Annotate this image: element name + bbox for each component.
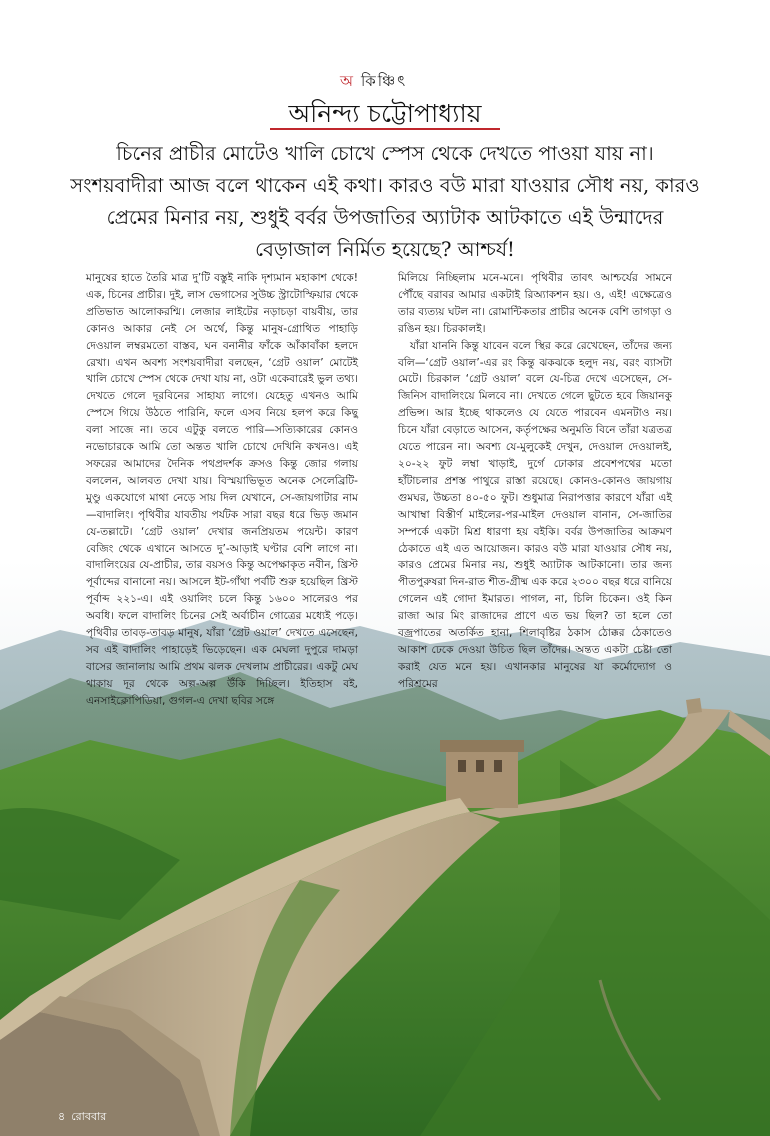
article-deck: চিনের প্রাচীর মোটেও খালি চোখে স্পেস থেকে দেখতে পাওয়া যায় না। সংশয়বাদীরা আজ বলে থাকেন এই কথা। কারও বউ মারা যাওয়ার সৌধ নয়, কারও প্রেমের মিনার নয়, শুধুই বর্বর উপজাতির অ্যাটাক আটকাতে এই উন্মাদের বেড়াজাল নির্মিত হয়েছে? আশ্চর্য!: [70, 142, 700, 261]
magazine-name: রোববার: [71, 1110, 107, 1123]
page-footer: [58, 1108, 106, 1127]
author-underline: [270, 128, 500, 130]
author-name: অনিন্দ্য চট্টোপাধ্যায়: [288, 99, 482, 128]
article-column-left: [86, 270, 358, 710]
article-column-right: [398, 270, 672, 693]
section-kicker: [340, 70, 407, 95]
body-paragraph: মানুষের হাতে তৈরি মাত্র দু’টি বস্তুই নাকি দৃশ্যমান মহাকাশ থেকে! এক, চিনের প্রাচীর। দুই, লাস ভেগাসের সুউচ্চ স্ট্রাটোস্ফিয়ার থেকে প্রতিভাত আলোকরশ্মি। লেজার লাইটের নড়াচড়া বায়বীয়, তার কোনও আকার নেই সে অর্থে, কিন্তু মানুষ-গ্রোথিত পাহাড়ি দেওয়াল লম্বরমতো বাস্তব, ঘন বনানীর ফাঁকে আঁকাবাঁকা হলদে রেখা। এখন অবশ্য সংশয়বাদীরা বলছেন, ‘গ্রেট ওয়াল’ মোটেই খালি চোখে স্পেস থেকে দেখা যায় না, ওটা একেবারেই ভুল তথ্য। দেখতে গেলে দূরবিনের সাহায্য লাগে। যেহেতু এখনও আমি স্পেসে গিয়ে উঠতে পারিনি, ফলে এসব নিয়ে হলপ করে কিছু বলা সাজে না। তবে এটুকু বলতে পারি—সত্যিকারের কোনও নভোচারকে আমি তো অন্তত খালি চোখে দেখিনি কখনও। এই সফরের আমাদের দৈনিক পথপ্রদর্শক ক্রসও কিন্তু জোর গলায় বললেন, আলবত দেখা যায়। বিস্ময়াভিভূত অনেক সেলেব্রিটি-মুণ্ডু একযোগে মাথা নেড়ে সায় দিল যেখানে, সে-জায়গাটার নাম—বাদালিং। পৃথিবীর যাবতীয় পর্যটক সারা বছর ধরে ভিড় জমান যে-তল্লাটে। ‘গ্রেট ওয়াল’ দেখার জনপ্রিয়তম পয়েন্ট। কারণ বেজিং থেকে এখানে আসতে দু’-আড়াই ঘণ্টার বেশি লাগে না। বাদালিংয়ের যে-প্রাচীর, তার বয়সও কিন্তু অপেক্ষাকৃত নবীন, খ্রিস্ট পূর্বাব্দের বানানো নয়। আসলে ইট-গাঁথা পর্বটি শুরু হয়েছিল খ্রিস্ট পূর্বাব্দ ২২১-এ। এই ওয়ালিং চলে কিন্তু ১৬০০ সালেরও পর অবধি। ফলে বাদালিং চিনের সেই অর্বাচীন গোত্রের মধ্যেই পড়ে। পৃথিবীর তাবড়-তাবড় মানুষ, যাঁরা ‘গ্রেট ওয়াল’ দেখতে এসেছেন, সব এই বাদালিং পাহাড়েই ভিড়েছেন। এক মেঘলা দুপুরে দামড়া বাসের জানালায় আমি প্রথম ঝলক দেখলাম প্রাচীরের। একটু মেঘ থাকায় দূর থেকে অল্প-অল্প উঁকি দিচ্ছিল। ইতিহাস বই, এনসাইক্লোপিডিয়া, গুগল-এ দেখা ছবির সঙ্গে: [86, 272, 358, 707]
kicker-text: কিঞ্চিৎ: [361, 72, 408, 90]
body-paragraph: যাঁরা যাননি কিন্তু যাবেন বলে স্থির করে রেখেছেন, তাঁদের জন্য বলি—‘গ্রেট ওয়াল’-এর রং কিন্তু ঝকঝকে হলুদ নয়, বরং ব্যাসটা মেটে। চিরকাল ‘গ্রেট ওয়াল’ বলে যে-চিত্র দেখে এসেছেন, সে-জিনিস বাদালিংয়ে মিলবে না। দেখতে গেলে ছুটতে হবে জিয়ানকু প্রভিন্স। আর ইচ্ছে থাকলেও যে যেতে পারবেন এমনটাও নয়। চিনে যাঁরা বেড়াতে আসেন, কর্তৃপক্ষের অনুমতি বিনে তাঁরা যত্রতত্র যেতে পারেন না। অবশ্য যে-মুলুকেই দেখুন, দেওয়াল দেওয়ালই, ২০-২২ ফুট লম্বা খাড়াই, দুর্গে ঢোকার প্রবেশপথের মতো হাঁটাচলার প্রশস্ত পাথুরে রাস্তা রয়েছে। কোনও-কোনও জায়গায় গুমঘর, উচ্চতা ৪০-৫০ ফুট। শুধুমাত্র নিরাপত্তার কারণে যাঁরা এই আখাম্বা বিস্তীর্ণ মাইলের-পর-মাইল দেওয়াল বানান, সে-জাতির সম্পর্কে একটা মিশ্র ধারণা হয় বইকি। বর্বর উপজাতির আক্রমণ ঠেকাতে এই এত আয়োজন। কারও বউ মারা যাওয়ার সৌধ নয়, কারও প্রেমের মিনার নয়, শুধুই অ্যাটাক আটকানো। তার জন্য পীতপুরুষরা দিন-রাত শীত-গ্রীষ্ম এক করে ২৩০০ বছর ধরে বানিয়ে গেলেন এই গোদা ইমারত। পাগল, না, চিলি চিকেন। ওই কিন রাজা আর মিং রাজাদের প্রাণে এত ভয় ছিল? তা হলে তো বজ্রপাতের অতর্কিত হানা, শিলাবৃষ্টির ঠকাস ঠোক্কর ঠেকাতেও আকাশ ঢেকে দেওয়া উচিত ছিল তাঁদের। অন্তত একটা চেষ্টা তো করাই যেত মনে হয়। এখানকার মানুষের যা কর্মোদ্যোগ ও পরিশ্রমের: [398, 339, 672, 690]
kicker-accent: অ: [340, 72, 355, 90]
page-number: ৪: [58, 1110, 66, 1123]
body-paragraph: মিলিয়ে নিচ্ছিলাম মনে-মনে। পৃথিবীর তাবৎ আশ্চর্যের সামনে পৌঁছে বরাবর আমার একটাই রিঅ্যাকশন হয়। ও, এই! এক্ষেত্রেও তার ব্যত্যয় ঘটল না। রোমান্টিকতার প্রাচীর অনেক বেশি তাগড়া ও রঙিন হয়। চিরকালই।: [398, 272, 672, 335]
